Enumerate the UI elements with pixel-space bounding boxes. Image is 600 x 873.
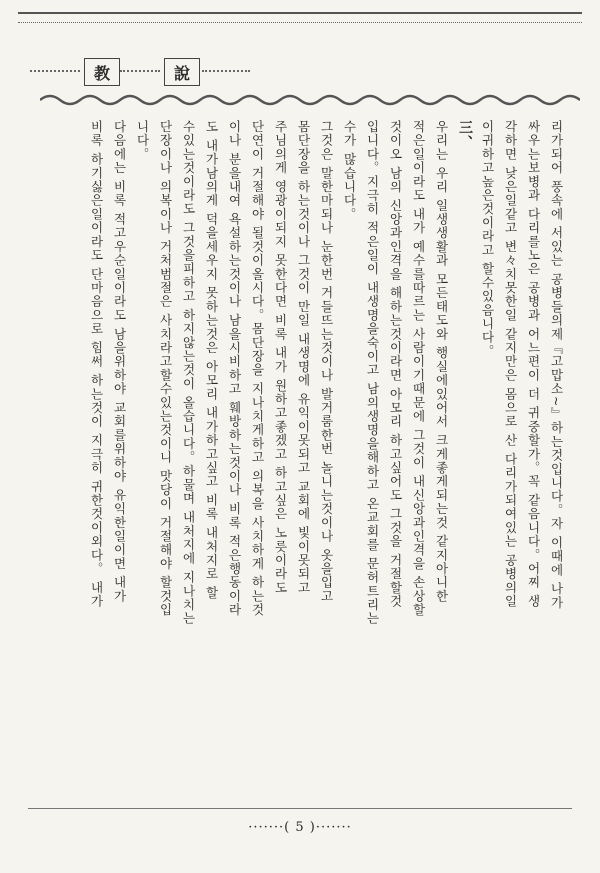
text-column-9: 입니다。지극히 적은일이 내생명을숙이고 남의생명을해하고 온교회를 문허트리는 bbox=[365, 120, 380, 626]
text-column-17: 수있는것이라도 그것을피하고 하지않는것이 올습니다。하물며 내처지에 지나치는 bbox=[181, 120, 196, 626]
wavy-divider bbox=[40, 92, 580, 108]
text-column-20: 다음에는 비록 적고우순일이라도 남을위하야 교회를위하야 유익한일이면 내가 bbox=[112, 120, 127, 604]
header-char-2: 說 bbox=[173, 63, 190, 83]
text-column-19: 니다。 bbox=[135, 120, 150, 162]
text-column-18: 단장이나 의복이나 거처범절은 사치라고할수있는것이니 맛당이 거절해야 할것입 bbox=[158, 120, 173, 617]
vertical-text-body bbox=[40, 120, 568, 770]
header-char-1: 教 bbox=[93, 63, 110, 83]
header-dots-right bbox=[202, 70, 250, 72]
text-column-1: 리가되어 풍속에 서있는 공병들의제『고맙소~』하는것입니다。자 이때에 나가 bbox=[549, 120, 564, 610]
text-column-13: 주님의게 영광이되지 못한다면 비록 내가 원하고좋겠고 하고싶은 노릇이라도 bbox=[273, 120, 288, 595]
text-column-14: 단연이 거절해야 될것이올시다。몸단장을 지나치게하고 의복을 사치하게 하는것 bbox=[250, 120, 265, 617]
text-column-12: 몸단장을 하는것이나 그것이 만일 내생명에 유익이못되고 교회에 빛이못되고 bbox=[296, 120, 311, 595]
text-column-2: 싸우는보병과 다리를노은 공병과 어느편이 더 귀중할가。꼭 같음니다。어찌 생 bbox=[526, 120, 541, 609]
bottom-rule bbox=[28, 808, 572, 809]
top-decorative-rule bbox=[18, 12, 582, 23]
header-char-box-1 bbox=[84, 58, 120, 86]
column-header bbox=[30, 48, 250, 94]
header-dots-middle bbox=[120, 70, 160, 72]
text-column-4: 이귀하고높은것이라고 할수있음니다。 bbox=[480, 120, 495, 359]
section-number: 三、 bbox=[457, 120, 473, 151]
text-column-3: 각하면 낮은일같고 변々치못한일 같지만은 몸으로 산 다리가되여있는 공병의일 bbox=[503, 120, 518, 609]
header-char-box-2 bbox=[164, 58, 200, 86]
header-dots-left bbox=[30, 70, 80, 72]
text-column-16: 도 내가남의게 덕을세우지 못하는것은 아모리 내가하고싶고 비록 내처지로 할 bbox=[204, 120, 219, 600]
text-column-7: 적은일이라도 내가 예수를따르는 사람이기때문에 그것이 내신앙과인격을 손상할 bbox=[411, 120, 426, 617]
page-number: ·······( 5 )······· bbox=[248, 820, 352, 835]
text-column-15: 이나 분을내여 욕설하는것이나 남을시비하고 훼방하는것이나 비록 적은행동이라 bbox=[227, 120, 242, 617]
text-column-10: 수가 많습니다。 bbox=[342, 120, 357, 222]
text-column-8: 것이오 남의 신앙과인격을 해하는것이라면 아모리 하고싶어도 그것을 거절할것 bbox=[388, 120, 403, 609]
text-column-6: 우리는 우리 일생생활과 모든태도와 행실에있어서 크게좋게되는것 같지아니한 bbox=[434, 120, 449, 604]
text-column-21: 비록 하기싫은일이라도 단마음으로 힘써 하는것이 지극히 귀한것이외다。 내가 bbox=[89, 120, 104, 609]
text-column-11: 그것은 말한마되나 눈한번 거들뜨는것이나 발거룸한번 놀니는것이나 옷을입고 bbox=[319, 120, 334, 604]
